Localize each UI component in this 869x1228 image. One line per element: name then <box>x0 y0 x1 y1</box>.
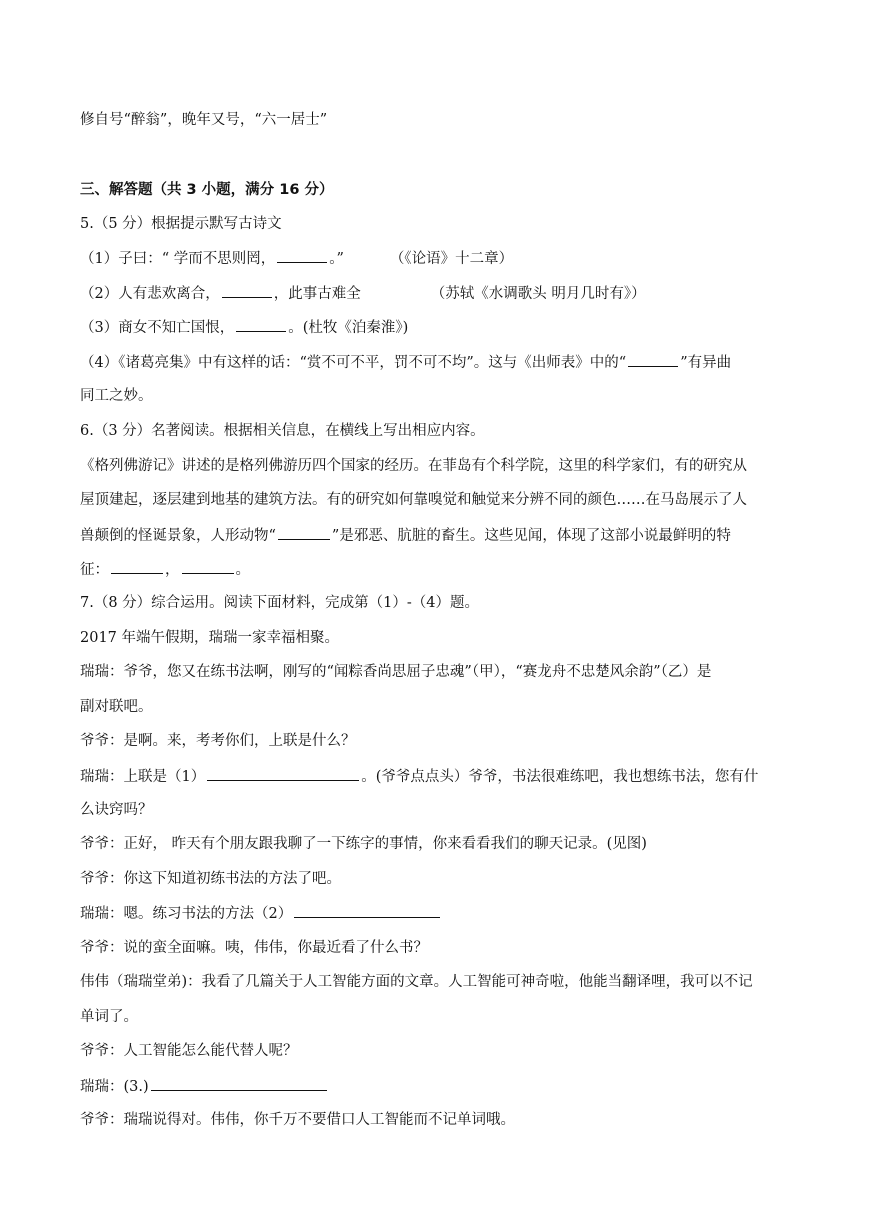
intro-line: 修自号“醉翁”，晚年又号，“六一居士” <box>80 112 328 128</box>
q6-4-blank-1[interactable] <box>111 559 163 574</box>
q5-item-1 <box>80 248 513 269</box>
q6-3-blank[interactable] <box>278 525 330 540</box>
q5-4-text-b: ”有异曲 <box>680 355 732 371</box>
q6-3-text-b: ”是邪恶、肮脏的畜生。这些见闻，体现了这部小说最鲜明的特 <box>331 528 731 544</box>
q7-line-1: 2017 年端午假期，瑞瑞一家幸福相聚。 <box>80 630 340 646</box>
q7-9-text-a: 瑞瑞：嗯。练习书法的方法（2） <box>80 906 293 922</box>
q7-answer-3-blank[interactable] <box>151 1076 327 1091</box>
q5-1-source: （《论语》十二章） <box>389 251 514 267</box>
q7-line-15: 爷爷：瑞瑞说得对。伟伟，你千万不要借口人工智能而不记单词哦。 <box>80 1112 515 1128</box>
q6-4-text-a: 征： <box>80 562 109 578</box>
q7-line-14 <box>80 1076 329 1097</box>
q5-1-text-b: 。” <box>329 251 344 267</box>
q5-2-text-b: ，此事古难全 <box>273 286 361 302</box>
q6-4-blank-2[interactable] <box>182 559 234 574</box>
q5-2-blank[interactable] <box>222 283 272 298</box>
q5-heading: 5.（5 分）根据提示默写古诗文 <box>80 216 282 232</box>
q7-line-12: 单词了。 <box>80 1009 138 1025</box>
q7-line-10: 爷爷：说的蛮全面嘛。咦，伟伟，你最近看了什么书？ <box>80 940 428 956</box>
q6-4-text-b: ， <box>165 562 180 578</box>
q7-line-6: 么诀窍吗？ <box>80 802 153 818</box>
q5-2-source: （苏轼《水调歌头 明月几时有》） <box>430 286 646 302</box>
q5-1-text-a: （1）子曰：“ 学而不思则罔， <box>80 251 276 267</box>
q6-4-text-c: 。 <box>235 562 250 578</box>
q7-answer-1-blank[interactable] <box>207 766 359 781</box>
q7-line-11: 伟伟（瑞瑞堂弟)：我看了几篇关于人工智能方面的文章。人工智能可神奇啦，他能当翻译哩，我可以不记 <box>80 974 753 990</box>
q6-line-2: 屋顶建起，逐层建到地基的建筑方法。有的研究如何靠嗅觉和触觉来分辨不同的颜色……在马岛展示了人 <box>80 492 747 508</box>
q7-14-text-a: 瑞瑞：(3.) <box>80 1079 149 1095</box>
q7-answer-2-blank[interactable] <box>294 903 440 918</box>
q7-line-3: 副对联吧。 <box>80 699 153 715</box>
q7-line-4: 爷爷：是啊。来，考考你们，上联是什么？ <box>80 733 356 749</box>
q6-line-1: 《格列佛游记》讲述的是格列佛游历四个国家的经历。在菲岛有个科学院，这里的科学家们，有的研究从 <box>80 458 747 474</box>
q7-line-13: 爷爷：人工智能怎么能代替人呢？ <box>80 1043 298 1059</box>
q5-item-3 <box>80 317 408 338</box>
q5-3-text-b: 。(杜牧《泊秦淮》) <box>288 320 409 336</box>
q6-3-text-a: 兽颠倒的怪诞景象，人形动物“ <box>80 528 276 544</box>
q5-3-blank[interactable] <box>236 317 286 332</box>
q6-line-3 <box>80 525 731 546</box>
q7-5-text-a: 瑞瑞：上联是（1） <box>80 769 206 785</box>
q7-5-text-b: 。(爷爷点点头）爷爷，书法很难练吧，我也想练书法，您有什 <box>361 769 759 785</box>
q6-heading: 6.（3 分）名著阅读。根据相关信息，在横线上写出相应内容。 <box>80 423 485 439</box>
q5-3-text-a: （3）商女不知亡国恨， <box>80 320 235 336</box>
q5-4-text-a: （4）《诸葛亮集》中有这样的话：“赏不可不平，罚不可不均”。这与《出师表》中的“ <box>80 355 627 371</box>
q5-1-blank[interactable] <box>277 248 327 263</box>
q6-line-4 <box>80 559 250 580</box>
q7-line-7: 爷爷：正好， 昨天有个朋友跟我聊了一下练字的事情，你来看看我们的聊天记录。(见图) <box>80 836 647 852</box>
q5-4-blank[interactable] <box>628 352 678 367</box>
q7-heading: 7.（8 分）综合运用。阅读下面材料，完成第（1）-（4）题。 <box>80 595 480 611</box>
q7-line-2: 瑞瑞：爷爷，您又在练书法啊，刚写的“闻粽香尚思屈子忠魂”（甲），“赛龙舟不忠楚风余韵”（乙）是 <box>80 664 712 680</box>
q7-line-9 <box>80 903 442 924</box>
q5-item-2 <box>80 283 646 304</box>
q5-2-text-a: （2）人有悲欢离合， <box>80 286 220 302</box>
q7-line-8: 爷爷：你这下知道初练书法的方法了吧。 <box>80 871 341 887</box>
section-title: 三、解答题（共 3 小题，满分 16 分） <box>80 182 334 198</box>
q5-item-4 <box>80 352 731 373</box>
q5-item-4-cont: 同工之妙。 <box>80 388 153 404</box>
q7-line-5 <box>80 766 758 787</box>
